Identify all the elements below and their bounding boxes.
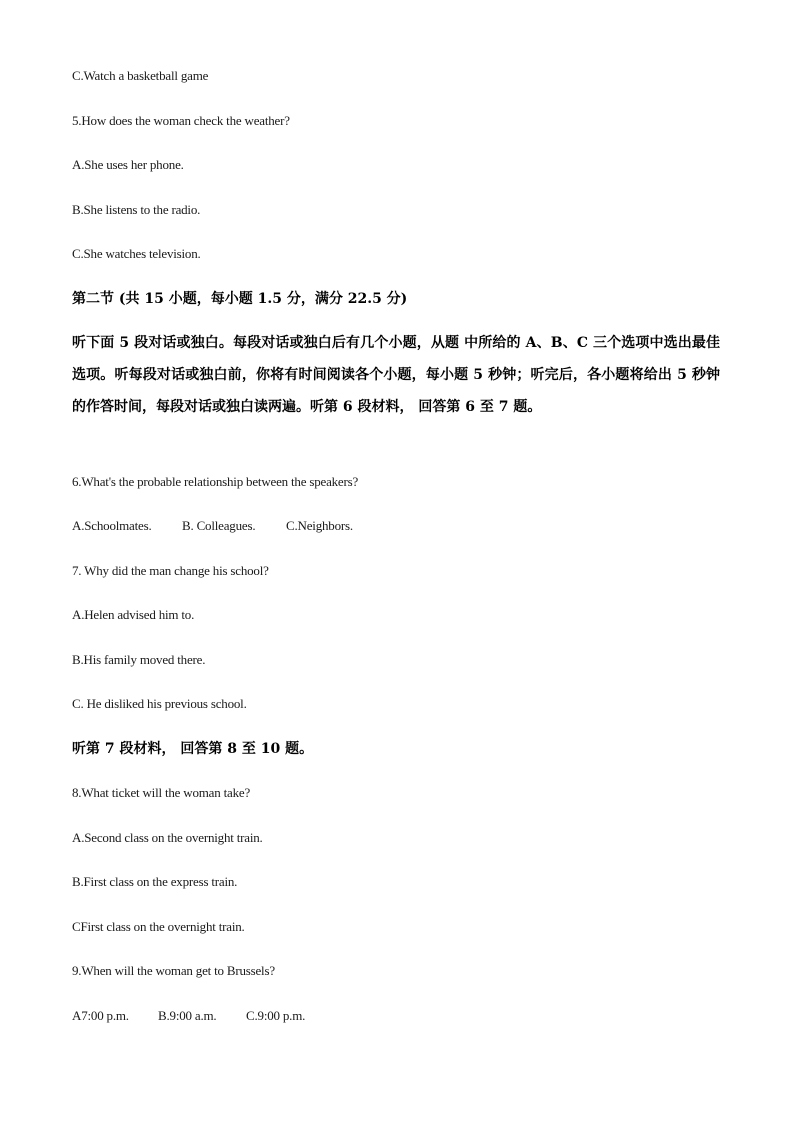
q9-option-c: C.9:00 p.m.	[246, 1008, 306, 1023]
section-instructions: 听下面 5 段对话或独白。每段对话或独白后有几个小题，从题 中所给的 A、B、C 三个选项中选出最佳选项。听每段对话或独白前，你将有时间阅读各个小题，每小题 5 秒钟；听完后，各小题将给出 5 秒钟的作答时间，每段对话或独白读两遍。听第 6 段材料， 回答第 6 至 7 题。	[72, 335, 720, 415]
question-8: 8.What ticket will the woman take?	[72, 785, 251, 800]
question-5: 5.How does the woman check the weather?	[72, 113, 290, 128]
q6-options	[72, 518, 353, 534]
q8-option-c: CFirst class on the overnight train.	[72, 919, 245, 934]
q5-option-c: C.She watches television.	[72, 246, 201, 261]
q5-option-b: B.She listens to the radio.	[72, 202, 201, 217]
q9-options	[72, 1008, 305, 1024]
q9-option-a: A7:00 p.m.	[72, 1008, 129, 1023]
q7-option-a: A.Helen advised him to.	[72, 607, 195, 622]
question-6: 6.What's the probable relationship between the speakers?	[72, 474, 359, 489]
q8-option-a: A.Second class on the overnight train.	[72, 830, 263, 845]
q9-option-b: B.9:00 a.m.	[158, 1008, 217, 1023]
q7-option-c: C. He disliked his previous school.	[72, 696, 247, 711]
q6-option-c: C.Neighbors.	[286, 518, 353, 533]
section-title: 第二节 (共 15 小题，每小题 1.5 分，满分 22.5 分)	[72, 291, 408, 307]
q8-option-b: B.First class on the express train.	[72, 874, 238, 889]
question-7: 7. Why did the man change his school?	[72, 563, 269, 578]
q4-option-c: C.Watch a basketball game	[72, 68, 209, 83]
q7-option-b: B.His family moved there.	[72, 652, 206, 667]
q6-option-a: A.Schoolmates.	[72, 518, 152, 533]
q5-option-a: A.She uses her phone.	[72, 157, 184, 172]
question-9: 9.When will the woman get to Brussels?	[72, 963, 275, 978]
q6-option-b: B. Colleagues.	[182, 518, 256, 533]
material-7-heading: 听第 7 段材料， 回答第 8 至 10 题。	[72, 741, 314, 757]
